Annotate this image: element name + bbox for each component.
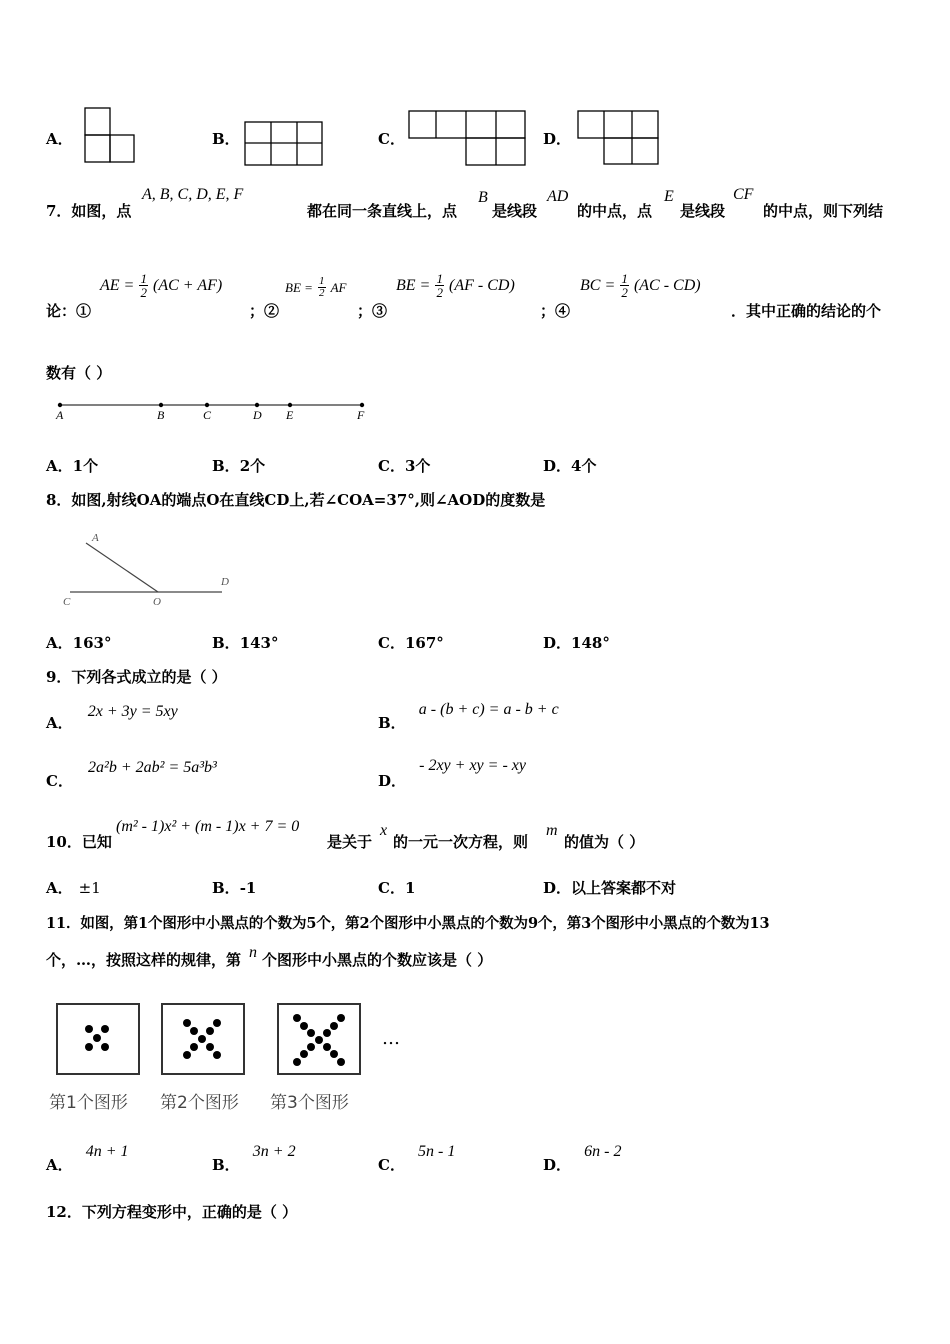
q7-label-d: D [253,408,262,422]
q7-point-e: E [664,188,674,205]
q7-label-a: A [56,408,64,422]
q8-option-d[interactable]: D．148° [543,634,610,652]
q10-option-a[interactable]: A． ±1 [46,879,101,897]
q11-stem-line1: 11．如图，第1个图形中小黑点的个数为5个，第2个图形中小黑点的个数为9个，第3个图形中小黑点的个数为13 [46,915,770,932]
fraction-half: $\frac{1}{2}$ [436,271,443,300]
q11-option-c[interactable]: C． 5n - 1 [378,1143,456,1174]
q8-label-a: A [92,532,99,544]
q7-option-a[interactable]: A．1个 [46,457,99,475]
q10-option-b[interactable]: B．-1 [212,879,257,897]
q8-option-c[interactable]: C．167° [378,634,444,652]
q8-label-d: D [221,576,229,588]
q7-label-e: E [286,408,294,422]
q9-option-c[interactable]: C． 2a²b + 2ab² = 5a³b³ [46,759,217,790]
q11-option-b[interactable]: B． 3n + 2 [212,1143,296,1174]
pattern-figure-2 [161,1003,245,1075]
q7-option-d[interactable]: D．4个 [543,457,597,475]
q10-suffix: 的值为（ ） [564,833,645,851]
q10-equation: (m² - 1)x² + (m - 1)x + 7 = 0 [116,818,300,835]
q11-var-n: n [249,944,257,961]
q6-option-c-label[interactable]: C． [378,130,405,148]
q10-option-d[interactable]: D．以上答案都不对 [543,879,677,897]
q7-line2-suffix: ．其中正确的结论的个 [731,302,882,320]
fraction-half: $\frac{1}{2}$ [140,271,147,300]
q10-option-c[interactable]: C．1 [378,879,416,897]
q11-option-d[interactable]: D． 6n - 2 [543,1143,622,1174]
q9-stem: 9．下列各式成立的是（ ） [46,668,227,686]
q6-option-b-label[interactable]: B． [212,130,240,148]
pattern-caption-1: 第1个图形 [49,1093,128,1113]
q12-stem: 12．下列方程变形中，正确的是（ ） [46,1203,298,1221]
q7-conclusion-2: BE = $\frac{1}{2}$ AF [285,275,347,299]
q7-conclusion-3: BE = $\frac{1}{2}$ (AF - CD) [396,271,515,300]
q7-label-c: C [203,408,212,422]
pattern-figure-3 [277,1003,361,1075]
pattern-caption-3: 第3个图形 [270,1093,349,1113]
q7-segment-ad: AD [547,188,569,205]
q6-option-a-label[interactable]: A． [46,130,73,148]
pattern-figure-1 [56,1003,140,1075]
q8-option-b[interactable]: B．143° [212,634,279,652]
q10-mid2: 的一元一次方程，则 [393,833,529,851]
q11-option-a[interactable]: A． 4n + 1 [46,1143,129,1174]
q7-conclusion-1: AE = $\frac{1}{2}$ (AC + AF) [100,271,223,300]
q7-stem-c: 是线段 [492,202,538,220]
q7-option-c[interactable]: C．3个 [378,457,431,475]
q9-option-d[interactable]: D． - 2xy + xy = - xy [378,757,526,790]
q7-label-f: F [357,408,365,422]
q7-stem-line3: 数有（ ） [46,364,112,382]
q7-label-b: B [157,408,165,422]
q7-conclusion-4: BC = $\frac{1}{2}$ (AC - CD) [580,271,701,300]
ray-oa [86,543,158,592]
q7-sep2: ；③ [357,302,388,320]
q6-option-d-label[interactable]: D． [543,130,572,148]
fraction-half: $\frac{1}{2}$ [319,275,325,299]
q7-sep1: ；② [249,302,280,320]
pattern-ellipsis: … [382,1028,400,1049]
q7-points-list: A, B, C, D, E, F [142,186,244,203]
q8-option-a[interactable]: A．163° [46,634,112,652]
q7-point-b: B [478,189,488,206]
q10-var-x: x [380,822,388,839]
q9-option-b[interactable]: B． a - (b + c) = a - b + c [378,701,559,732]
q7-stem-d: 的中点，点 [577,202,653,220]
q11-line2-b: 个图形中小黑点的个数应该是（ ） [262,951,493,969]
q7-line2-prefix: 论：① [46,302,92,320]
q8-label-o: O [153,596,161,608]
q7-stem-b: 都在同一条直线上，点 [307,202,458,220]
q10-var-m: m [546,822,558,839]
fraction-half: $\frac{1}{2}$ [621,271,628,300]
q7-stem-e: 是线段 [680,202,726,220]
q10-mid1: 是关于 [327,833,373,851]
q8-stem: 8．如图,射线OA的端点O在直线CD上,若∠COA=37°,则∠AOD的度数是 [46,491,546,509]
q8-angle-figure [0,0,950,620]
q7-option-b[interactable]: B．2个 [212,457,266,475]
q7-stem-a: 7．如图，点 [46,202,132,220]
q11-line2-a: 个，…，按照这样的规律，第 [46,951,242,969]
pattern-caption-2: 第2个图形 [160,1093,239,1113]
q7-stem-f: 的中点，则下列结 [763,202,884,220]
q7-segment-cf: CF [733,186,754,203]
q10-prefix: 10．已知 [46,833,112,851]
q7-sep3: ；④ [540,302,571,320]
q9-option-a[interactable]: A． 2x + 3y = 5xy [46,703,178,732]
q8-label-c: C [63,596,71,608]
